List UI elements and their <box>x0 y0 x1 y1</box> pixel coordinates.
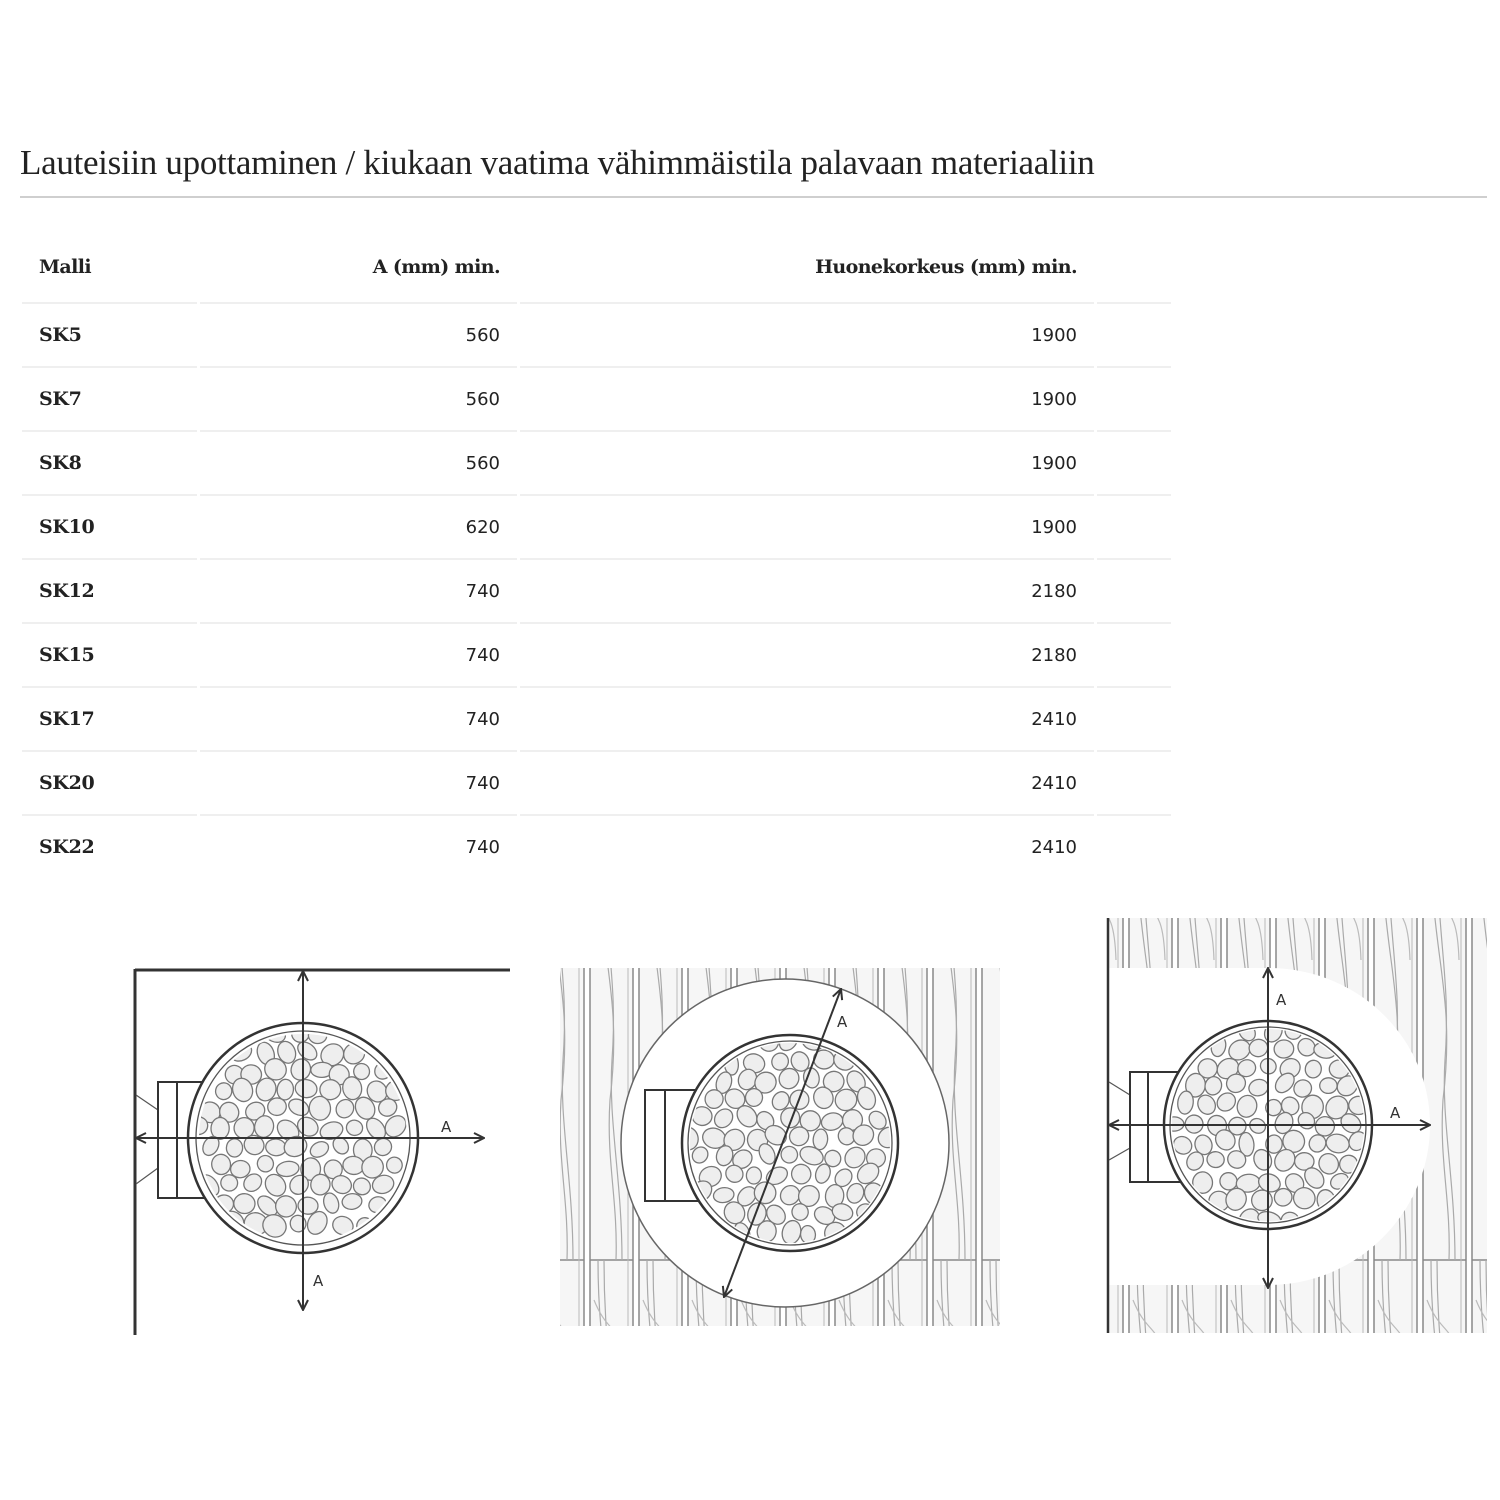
dimension-label-a: A <box>1276 991 1287 1009</box>
page-title: Lauteisiin upottaminen / kiukaan vaatima vähimmäistila palavaan materiaaliin <box>20 143 1095 182</box>
dimension-label-a: A <box>837 1013 848 1031</box>
cell-a-min: 740 <box>200 560 517 624</box>
cell-a-min: 620 <box>200 496 517 560</box>
header-room-height: Huonekorkeus (mm) min. <box>520 231 1094 304</box>
cell-a-min: 740 <box>200 752 517 816</box>
cell-model: SK17 <box>22 688 197 752</box>
cell-room-height: 2410 <box>520 688 1094 752</box>
cell-room-height: 2180 <box>520 560 1094 624</box>
cell-room-height: 1900 <box>520 496 1094 560</box>
cell-room-height: 1900 <box>520 368 1094 432</box>
cell-model: SK12 <box>22 560 197 624</box>
cell-a-min: 740 <box>200 624 517 688</box>
stone <box>746 1167 762 1185</box>
cell-a-min: 560 <box>200 432 517 496</box>
cell-a-min: 560 <box>200 368 517 432</box>
cell-model: SK10 <box>22 496 197 560</box>
stone <box>1319 1078 1337 1094</box>
cell-model: SK7 <box>22 368 197 432</box>
stone <box>1274 1039 1295 1058</box>
diagram-corner <box>135 969 510 1335</box>
cell-model: SK22 <box>39 836 95 858</box>
diagram-round-recess <box>560 968 1000 1326</box>
cell-model: SK8 <box>22 432 197 496</box>
header-model: Malli <box>22 231 197 304</box>
dimension-label-a: A <box>313 1272 324 1290</box>
cell-model: SK20 <box>22 752 197 816</box>
cell-a-min: 560 <box>200 304 517 368</box>
dimension-label-a: A <box>1390 1104 1401 1122</box>
cell-room-height: 1900 <box>520 304 1094 368</box>
cell-room-height: 1900 <box>520 432 1094 496</box>
cell-room-height: 2180 <box>520 624 1094 688</box>
header-a-min: A (mm) min. <box>200 231 517 304</box>
cell-room-height: 2410 <box>520 752 1094 816</box>
cell-model: SK5 <box>22 304 197 368</box>
dimension-label-a: A <box>441 1118 452 1136</box>
cell-a-min: 740 <box>465 836 500 858</box>
stone <box>226 1139 243 1157</box>
cell-model: SK15 <box>22 624 197 688</box>
cell-room-height: 2410 <box>1031 836 1077 858</box>
diagram-wall-recess <box>1107 918 1487 1333</box>
cell-a-min: 740 <box>200 688 517 752</box>
